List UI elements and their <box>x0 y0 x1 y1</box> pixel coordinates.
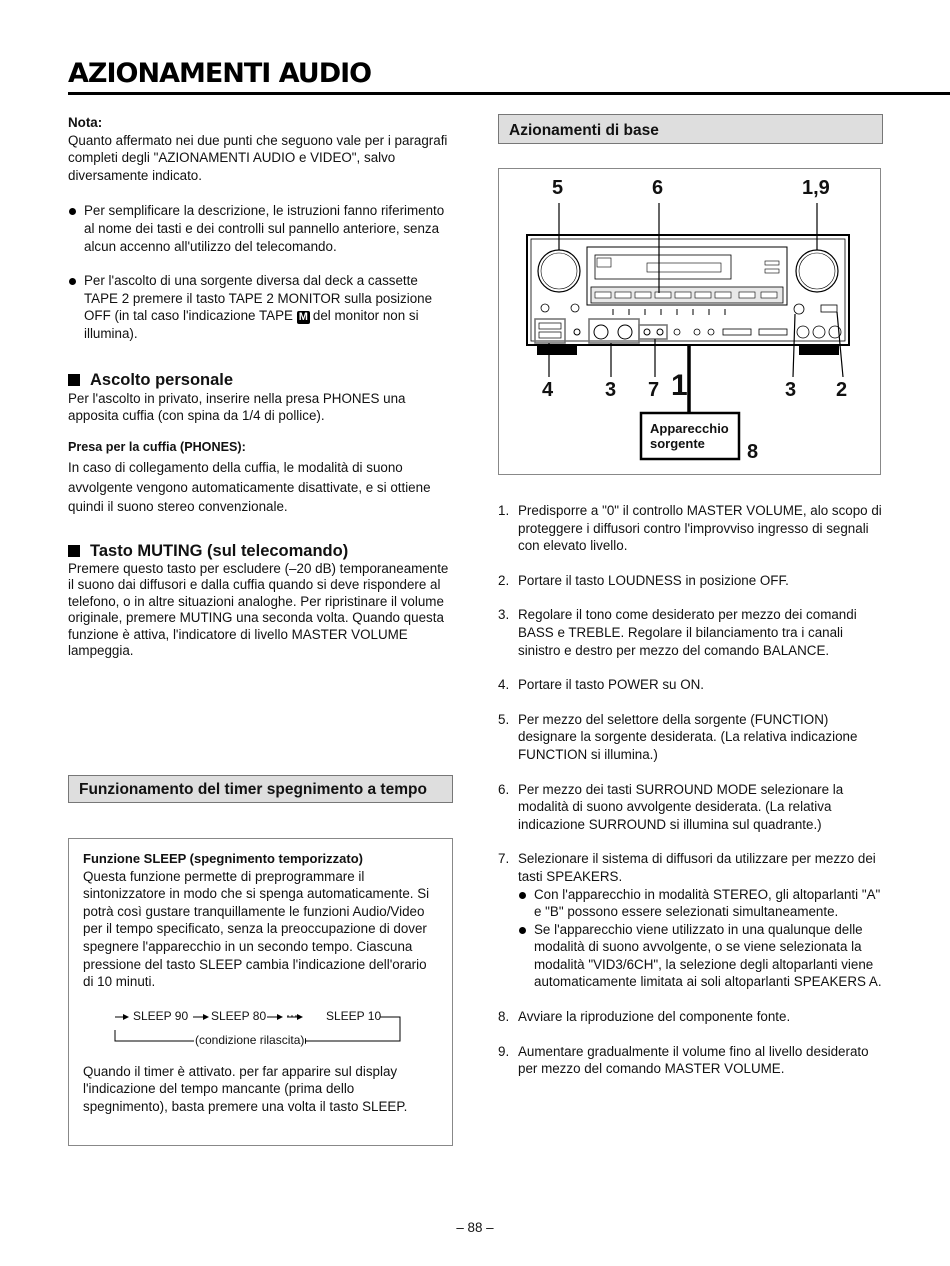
sleep-function-box <box>68 838 453 1146</box>
callout-7: 7 <box>648 379 660 401</box>
step-number: 3. <box>498 607 510 623</box>
muting-title: Tasto MUTING (sul telecomando) <box>90 541 349 560</box>
source-label-line2: sorgente <box>650 436 705 451</box>
phones-text: In caso di collegamento della cuffia, le modalità di suono avvolgente vengono automaticamente disattivate, e si ottiene quindi il suono stereo convenzionale. <box>68 460 431 514</box>
bullet-tape-monitor-text: Per l'ascolto di una sorgente diversa dal deck a cassette TAPE 2 premere il tasto TAPE 2 MONITOR sulla posizione OFF (in tal caso l'indicazione TAPE <box>84 273 433 324</box>
timer-section-heading: Funzionamento del timer spegnimento a tempo <box>68 775 453 803</box>
sleep-cycle-ellipsis: ··· <box>286 1007 298 1022</box>
step-8 <box>498 1008 883 1026</box>
step-number: 8. <box>498 1009 510 1025</box>
muting-heading <box>68 542 453 561</box>
bullet-description: Per semplificare la descrizione, le istruzioni fanno riferimento al nome dei tasti e dei controlli sul pannello anteriore, senza alcun accenno all'utilizzo del telecomando. <box>68 202 453 255</box>
bullet-tape-monitor <box>68 272 453 342</box>
step-text: Portare il tasto LOUDNESS in posizione OFF. <box>518 572 789 588</box>
step-3 <box>498 606 883 659</box>
personal-listening-title: Ascolto personale <box>90 370 234 389</box>
source-label-line1: Apparecchio <box>650 421 729 436</box>
basic-operations-heading: Azionamenti di base <box>498 114 883 144</box>
step-text: Aumentare gradualmente il volume fino al livello desiderato per mezzo del comando MASTER VOLUME. <box>518 1043 869 1077</box>
sleep-cycle-item: SLEEP 10 <box>326 1008 382 1023</box>
section-square-icon <box>68 374 80 386</box>
callout-5: 5 <box>552 177 564 199</box>
step-7-bullet: Se l'apparecchio viene utilizzato in una qualunque delle modalità di suono avvolgente, o se viene selezionata la modalità "VID3/6CH", la selezione degli altoparlanti viene automaticamente limitata ai soli altoparlanti SPEAKERS A. <box>518 921 883 991</box>
step-text: Predisporre a "0" il controllo MASTER VOLUME, alo scopo di proteggere i diffusori contro l'improvviso ingresso di segnali con elevato livello. <box>518 503 882 554</box>
step-text: Selezionare il sistema di diffusori da utilizzare per mezzo dei tasti SPEAKERS. <box>518 851 876 884</box>
personal-listening-text: Per l'ascolto in privato, inserire nella presa PHONES una apposita cuffia (con spina da 1/4 di pollice). <box>68 390 406 424</box>
callout-8: 8 <box>747 441 759 463</box>
sleep-after-text: Quando il timer è attivato. per far apparire sul display l'indicazione del tempo mancante (prima dello spegnimento), basta premere una volta il tasto SLEEP. <box>83 1063 408 1114</box>
step-number: 7. <box>498 851 510 867</box>
step-number: 6. <box>498 781 510 797</box>
step-number: 1. <box>498 503 510 518</box>
receiver-diagram <box>498 168 881 475</box>
phones-subheading: Presa per la cuffia (PHONES): <box>68 439 246 454</box>
sleep-cycle-diagram <box>83 1009 438 1051</box>
page-number: – 88 – <box>456 1220 494 1235</box>
sleep-function-text: Questa funzione permette di preprogrammare il sintonizzatore in modo che si spenga automaticamente. Si potrà così gustare tranquillamente le funzioni Audio/Video per il tempo specificato, senza la preoccupazione di dover spegnere l'apparecchio in un secondo tempo. Ciascuna pressione del tasto SLEEP cambia l'indicazione dell'orario di 10 minuti. <box>83 868 430 990</box>
callout-3-right: 3 <box>785 379 797 401</box>
step-number: 2. <box>498 572 510 588</box>
step-7-body <box>518 850 883 991</box>
callout-1-9: 1,9 <box>802 177 830 199</box>
section-square-icon <box>68 545 80 557</box>
muting-text: Premere questo tasto per escludere (–20 dB) temporaneamente il suono dai diffusori e dalla cuffia quando si deve rispondere al telefono, o in altre situazioni analoghe. Per ripristinare il volume originale, premere MUTING una seconda volta. Quando questa funzione è attiva, l'indicatore di livello MASTER VOLUME lampeggia. <box>68 560 449 658</box>
step-5 <box>498 711 883 764</box>
callout-3: 3 <box>605 379 617 401</box>
sleep-cycle-item: SLEEP 80 <box>211 1008 267 1023</box>
step-text: Per mezzo del selettore della sorgente (FUNCTION) designare la sorgente desiderata. (La relativa indicazione FUNCTION si illumina.) <box>518 711 858 762</box>
personal-listening-heading <box>68 371 453 390</box>
title-rule <box>68 92 950 95</box>
step-text: Avviare la riproduzione del componente fonte. <box>518 1009 791 1025</box>
step-2 <box>498 572 883 590</box>
callout-4: 4 <box>542 379 554 401</box>
page-title: AZIONAMENTI AUDIO <box>68 58 372 89</box>
right-column <box>498 114 883 1078</box>
sleep-function-title: Funzione SLEEP (spegnimento temporizzato) <box>83 851 363 866</box>
sleep-cycle-note: (condizione rilascita) <box>195 1032 305 1047</box>
note-text: Quanto affermato nei due punti che seguono vale per i paragrafi completi degli "AZIONAMENTI AUDIO e VIDEO", salvo diversamente indicato. <box>68 132 448 183</box>
step-4 <box>498 676 883 694</box>
monitor-m-icon: M <box>298 311 308 324</box>
step-7-bullet: Con l'apparecchio in modalità STEREO, gli altoparlanti "A" e "B" possono essere selezionati simultaneamente. <box>518 886 883 921</box>
bullet-tape-monitor-text-end: del monitor non si illumina). <box>84 308 419 341</box>
step-number: 5. <box>498 711 510 727</box>
step-9 <box>498 1043 883 1078</box>
step-text: Portare il tasto POWER su ON. <box>518 677 705 693</box>
note-label: Nota: <box>68 115 103 130</box>
step-number: 4. <box>498 677 510 693</box>
step-1 <box>498 502 883 555</box>
callout-1-large: 1 <box>671 369 688 402</box>
step-7 <box>498 850 883 991</box>
step-text: Per mezzo dei tasti SURROUND MODE selezionare la modalità di suono avvolgente desiderata. (La relativa indicazione SURROUND si illumina sul quadrante.) <box>518 781 844 832</box>
step-6 <box>498 781 883 834</box>
basic-steps-list <box>498 502 883 1078</box>
step-number: 9. <box>498 1043 510 1059</box>
left-column <box>68 114 453 1114</box>
step-text: Regolare il tono come desiderato per mezzo dei comandi BASS e TREBLE. Regolare il bilanciamento tra i canali sinistro e destro per mezzo del comando BALANCE. <box>518 607 857 658</box>
callout-2: 2 <box>836 379 848 401</box>
callout-6: 6 <box>652 177 664 199</box>
sleep-cycle-item: SLEEP 90 <box>133 1008 189 1023</box>
